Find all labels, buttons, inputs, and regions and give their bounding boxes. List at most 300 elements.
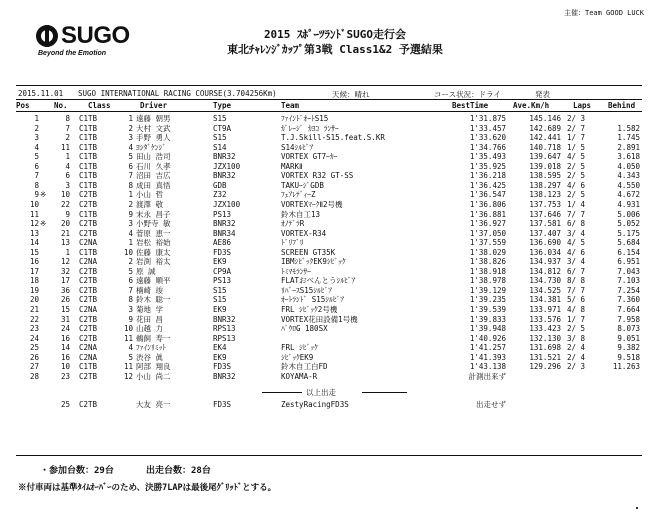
course-condition: コース状況：ドライ: [434, 90, 501, 99]
cell-num: 1: [128, 238, 133, 248]
cell-no: 26: [60, 295, 70, 305]
cell-team: SCREEN GT35K: [281, 247, 336, 257]
header-type: Type: [213, 101, 232, 110]
cell-best: 1'38.029: [469, 247, 506, 257]
cell-avg: 132.130: [529, 333, 561, 343]
cell-pos: 22: [29, 314, 39, 324]
cell-num: 9: [128, 314, 133, 324]
header-besttime: BestTime: [452, 101, 489, 110]
cell-no: 6: [65, 171, 70, 181]
cell-cls: C1TB: [79, 180, 98, 190]
cell-best: 1'38.826: [469, 257, 506, 267]
cell-driver: 渡澤 敬: [136, 199, 164, 209]
cell-pos: 11: [29, 209, 39, 219]
cell-laps: 6/ 8: [567, 219, 586, 229]
cell-cls: C2TB: [79, 266, 98, 276]
cell-cls: C2TB: [79, 285, 98, 295]
result-row: [16, 315, 642, 324]
cell-team: VORTEX花田設備1号機: [281, 314, 358, 324]
cell-cls: C2TB: [79, 324, 98, 334]
header-no: No.: [54, 101, 68, 110]
cell-best: 1'37.050: [469, 228, 506, 238]
cell-cls: C1TB: [79, 209, 98, 219]
result-row: [16, 133, 642, 142]
cell-best: 1'39.235: [469, 295, 506, 305]
cell-type: S14: [213, 142, 227, 152]
cell-behind: 4.050: [617, 161, 640, 171]
cell-type: S15: [213, 295, 227, 305]
cell-num: 4: [128, 142, 133, 152]
cell-no: 15: [60, 305, 70, 314]
cell-best: 1'33.457: [469, 123, 506, 133]
cell-pos: 3: [34, 133, 39, 143]
cell-type: CP9A: [213, 266, 232, 276]
cell-type: EK9: [213, 305, 227, 314]
cell-behind: 2.891: [617, 142, 640, 152]
result-row: [16, 152, 642, 161]
cell-laps: 1/ 4: [567, 199, 586, 209]
cell-no: 32: [60, 266, 70, 276]
cell-no: 7: [65, 123, 70, 133]
cell-avg: 133.971: [529, 305, 561, 314]
cell-team: ﾌｧｲﾝﾄﾞｵｰﾄS15: [281, 114, 329, 123]
cell-team: FRL ｼﾋﾞｯｸ: [281, 343, 318, 353]
cell-pos: 26: [29, 352, 39, 362]
cell-laps: 1/ 7: [567, 133, 586, 143]
result-row: [16, 162, 642, 171]
cell-team: ﾄﾞﾘﾌﾞﾘ: [281, 238, 304, 248]
cell-num: 6: [128, 161, 133, 171]
cell-laps: 4/ 5: [567, 238, 586, 248]
dns-type: FD3S: [213, 400, 232, 409]
starters-count: 出走台数：28台: [146, 466, 211, 476]
cell-laps: 2/ 5: [567, 171, 586, 181]
cell-best: 1'40.926: [469, 333, 506, 343]
cell-avg: 138.123: [529, 190, 561, 200]
cell-cls: C2TB: [79, 333, 98, 343]
cell-num: 8: [128, 295, 133, 305]
cell-pos: 12: [29, 219, 39, 229]
header-avg: Ave.Km/h: [513, 101, 550, 110]
cell-behind: 5.175: [617, 228, 640, 238]
event-date: 2015.11.01: [18, 89, 64, 98]
cell-pos: 21: [29, 305, 39, 314]
cell-type: FD3S: [213, 362, 232, 372]
cell-driver: 遠藤 朝男: [136, 114, 171, 123]
cell-cls: C2TB: [79, 295, 98, 305]
cell-pos: 8: [34, 180, 39, 190]
cell-no: 9: [65, 209, 70, 219]
cell-type: EK9: [213, 352, 227, 362]
cell-type: BNR32: [213, 171, 236, 181]
cell-driver: 小山 哲: [136, 190, 164, 200]
cell-team: ﾘﾊﾞｰｽS15ｼﾙﾋﾞｱ: [281, 285, 333, 295]
cell-num: 10: [123, 324, 133, 334]
cell-cls: C2TB: [79, 371, 98, 381]
cell-laps: 6/ 7: [567, 266, 586, 276]
cell-behind: 7.254: [617, 285, 640, 295]
cell-laps: 7/ 7: [567, 209, 586, 219]
cell-type: BNR32: [213, 152, 236, 162]
cell-laps: 2/ 5: [567, 324, 586, 334]
cell-laps: 8/ 8: [567, 276, 586, 286]
cell-avg: 136.690: [529, 238, 561, 248]
cell-mark: ※: [40, 190, 47, 200]
bottom-rule: [16, 455, 642, 456]
cell-driver: 大村 文武: [136, 123, 171, 133]
result-row: [16, 171, 642, 180]
cell-no: 8: [65, 114, 70, 123]
cell-no: 1: [65, 247, 70, 257]
cell-avg: 145.146: [529, 114, 561, 123]
entries-count: ・参加台数：29台: [40, 466, 114, 476]
cell-behind: 9.051: [617, 333, 640, 343]
sugo-logo-text: SUGO: [61, 22, 130, 49]
cell-driver: 鵜飼 寿一: [136, 333, 171, 343]
result-row: [16, 219, 642, 228]
cell-behind: 4.931: [617, 199, 640, 209]
cell-type: BNR32: [213, 314, 236, 324]
cell-num: 3: [128, 133, 133, 143]
cell-team: ｵﾉﾃﾞﾗR: [281, 219, 305, 229]
cell-cls: C2TB: [79, 219, 98, 229]
cell-laps: 4/ 6: [567, 180, 586, 190]
cell-num: 6: [128, 276, 133, 286]
cell-no: 14: [60, 343, 70, 353]
cell-team: ﾌｪｱﾚﾃﾞｨｰZ: [281, 190, 316, 200]
cell-type: BNR34: [213, 228, 236, 238]
cell-pos: 20: [29, 295, 39, 305]
cell-pos: 7: [34, 171, 39, 181]
cell-type: GDB: [213, 180, 227, 190]
result-row: [16, 229, 642, 238]
top-rule: [16, 85, 642, 86]
cell-driver: 田山 浩司: [136, 152, 171, 162]
result-row: [16, 295, 642, 304]
cell-laps: 1/ 7: [567, 314, 586, 324]
cell-team: ｵｰﾄﾗﾝﾄﾞ S15ｼﾙﾋﾞｱ: [281, 295, 345, 305]
cell-driver: 阿部 翔良: [136, 362, 171, 372]
cell-laps: 4/ 8: [567, 305, 586, 314]
cell-driver: 菊地 学: [136, 305, 164, 314]
cell-cls: C2NA: [79, 352, 98, 362]
cell-behind: 9.518: [617, 352, 640, 362]
cell-best: 1'41.393: [469, 352, 506, 362]
cell-laps: 4/ 6: [567, 247, 586, 257]
result-row: [16, 334, 642, 343]
cell-behind: 6.154: [617, 247, 640, 257]
sugo-logo: [36, 22, 156, 64]
cell-team: ｼﾋﾞｯｸEK9: [281, 352, 314, 362]
cell-cls: C1TB: [79, 152, 98, 162]
dns-no: 25: [60, 400, 70, 409]
cell-team: 鈴木自工白FD: [281, 362, 328, 372]
cell-driver: 菅原 恵一: [136, 228, 171, 238]
result-row: [16, 248, 642, 257]
cell-laps: 2/ 3: [567, 114, 586, 123]
cell-type: JZX100: [213, 161, 241, 171]
cell-no: 13: [60, 238, 70, 248]
cell-pos: 24: [29, 333, 39, 343]
cell-driver: 成田 真悟: [136, 180, 171, 190]
result-row: [16, 200, 642, 209]
cell-cls: C2TB: [79, 276, 98, 286]
cell-avg: 131.698: [529, 343, 561, 353]
cell-no: 2: [65, 133, 70, 143]
cell-cls: C2TB: [79, 314, 98, 324]
cell-behind: 6.951: [617, 257, 640, 267]
cell-pos: 27: [29, 362, 39, 372]
result-row: [16, 372, 642, 381]
cell-num: 7: [128, 285, 133, 295]
cell-driver: 沼田 吉広: [136, 171, 171, 181]
cell-team: ﾊﾟｳﾛG 180SX: [281, 324, 328, 334]
cell-behind: 8.073: [617, 324, 640, 334]
cell-type: S15: [213, 114, 227, 123]
announced-label: 発表: [535, 90, 550, 99]
cell-num: 5: [128, 352, 133, 362]
cell-laps: 2/ 4: [567, 352, 586, 362]
cell-laps: 3/ 4: [567, 228, 586, 238]
cell-best: 1'35.925: [469, 161, 506, 171]
header-laps: Laps: [573, 101, 592, 110]
cell-avg: 134.812: [529, 266, 561, 276]
cell-cls: C2NA: [79, 238, 98, 248]
cell-best: 1'39.539: [469, 305, 506, 314]
cell-no: 16: [60, 352, 70, 362]
cell-team: VORTEX-R34: [281, 228, 327, 238]
result-row: [16, 362, 642, 371]
cell-laps: 3/ 8: [567, 333, 586, 343]
cell-best: 1'35.493: [469, 152, 506, 162]
cell-driver: 岩松 裕始: [136, 238, 171, 248]
cell-avg: 131.521: [529, 352, 561, 362]
cell-cls: C1TB: [79, 133, 98, 143]
result-row: [16, 267, 642, 276]
cell-best: 1'36.547: [469, 190, 506, 200]
cell-driver: 遠藤 順平: [136, 276, 171, 286]
cell-pos: 19: [29, 285, 39, 295]
cell-pos: 18: [29, 276, 39, 286]
cell-laps: 5/ 6: [567, 295, 586, 305]
cell-no: 1: [65, 152, 70, 162]
cell-pos: 10: [29, 199, 39, 209]
cell-team: ｶﾞﾚｰｼﾞ ｶﾖｺ ﾗﾝｻｰ: [281, 123, 339, 133]
cell-team: VORTEX R32 GT-SS: [281, 171, 354, 181]
cell-num: 3: [128, 219, 133, 229]
cell-behind: 7.103: [617, 276, 640, 286]
cell-pos: 4: [34, 142, 39, 152]
cell-best: 1'38.918: [469, 266, 506, 276]
result-row: [16, 181, 642, 190]
cell-num: 1: [128, 114, 133, 123]
cell-laps: 2/ 4: [567, 343, 586, 353]
cell-num: 11: [123, 362, 133, 372]
cell-type: BNR32: [213, 219, 236, 229]
cell-team: FRL ｼﾋﾞｯｸ2号機: [281, 305, 338, 314]
header-driver: Driver: [140, 101, 168, 110]
result-row: [16, 343, 642, 352]
cell-no: 10: [60, 362, 70, 372]
cell-no: 20: [60, 219, 70, 229]
cell-no: 22: [60, 199, 70, 209]
cell-cls: C2NA: [79, 257, 98, 267]
sugo-logo-tagline: Beyond the Emotion: [38, 50, 107, 57]
cell-num: 8: [128, 180, 133, 190]
cell-cls: C2NA: [79, 343, 98, 353]
cell-pos: 15: [29, 247, 39, 257]
cell-pos: 23: [29, 324, 39, 334]
dns-row: [16, 400, 642, 409]
cell-pos: 6: [34, 161, 39, 171]
cell-team: TAKUｰｼﾞGDB: [281, 180, 324, 190]
cell-avg: 134.381: [529, 295, 561, 305]
header-behind: Behind: [608, 101, 636, 110]
cell-no: 3: [65, 180, 70, 190]
cell-no: 24: [60, 324, 70, 334]
event-title: 2015 ｽﾎﾟｰﾂﾗﾝﾄﾞSUGO走行会: [263, 28, 407, 41]
cell-avg: 133.576: [529, 314, 561, 324]
cell-type: Z32: [213, 190, 227, 200]
cell-no: 11: [60, 142, 70, 152]
cell-behind: 9.382: [617, 343, 640, 353]
cell-num: 2: [128, 257, 133, 267]
cell-pos: 1: [34, 114, 39, 123]
cell-num: 9: [128, 209, 133, 219]
cell-type: PS13: [213, 209, 232, 219]
cell-driver: 原 誠: [136, 266, 156, 276]
cell-no: 23: [60, 371, 70, 381]
cell-num: 10: [123, 247, 133, 257]
cell-type: PS13: [213, 276, 232, 286]
cell-behind: 1.582: [617, 123, 640, 133]
cell-cls: C1TB: [79, 161, 98, 171]
result-row: [16, 286, 642, 295]
results-header: [16, 101, 642, 110]
cell-cls: C1TB: [79, 171, 98, 181]
event-subtitle: 東北ﾁｬﾚﾝｼﾞｶｯﾌﾟ第3戦 Class1&2 予選結果: [227, 43, 443, 56]
cell-num: 4: [128, 228, 133, 238]
cell-pos: 25: [29, 343, 39, 353]
cell-num: 2: [128, 199, 133, 209]
cell-best: 1'36.927: [469, 219, 506, 229]
cell-behind: 11.263: [612, 362, 640, 372]
result-row: [16, 257, 642, 266]
cell-cls: C1TB: [79, 362, 98, 372]
cell-num: 12: [123, 371, 133, 381]
cell-driver: 石川 久孝: [136, 161, 171, 171]
cell-driver: 末永 昌子: [136, 209, 171, 219]
cell-behind: 7.043: [617, 266, 640, 276]
started-separator: [16, 388, 642, 397]
cell-num: 2: [128, 123, 133, 133]
dns-class: C2TB: [79, 400, 98, 409]
cell-driver: 佐藤 康太: [136, 247, 171, 257]
cell-laps: 4/ 5: [567, 152, 586, 162]
cell-no: 36: [60, 285, 70, 295]
cell-best: 1'33.620: [469, 133, 506, 143]
cell-num: 11: [123, 333, 133, 343]
cell-type: JZX100: [213, 199, 241, 209]
cell-laps: 2/ 5: [567, 190, 586, 200]
cell-no: 17: [60, 276, 70, 286]
cell-pos: 14: [29, 238, 39, 248]
cell-driver: 小野寺 敏: [136, 219, 171, 229]
result-row: [16, 324, 642, 333]
cell-team: FLATおべんとうｼﾙﾋﾞｱ: [281, 276, 356, 286]
header-rule: [16, 111, 642, 112]
cell-no: 10: [60, 190, 70, 200]
cell-avg: 137.646: [529, 209, 561, 219]
cell-no: 31: [60, 314, 70, 324]
result-row: [16, 238, 642, 247]
cell-avg: 142.689: [529, 123, 561, 133]
cell-team: VORTEX GT7ｰｶｰ: [281, 152, 338, 162]
result-row: [16, 305, 642, 314]
organizer-text: 主催：Team GOOD LUCK: [563, 9, 644, 17]
cell-team: IBMｼﾋﾞｯｸEK9ｼﾋﾞｯｸ: [281, 257, 346, 267]
cell-behind: 5.006: [617, 209, 640, 219]
cell-avg: 134.525: [529, 285, 561, 295]
cell-laps: 3/ 4: [567, 257, 586, 267]
cell-behind: 4.343: [617, 171, 640, 181]
cell-laps: 2/ 5: [567, 161, 586, 171]
cell-num: 5: [128, 266, 133, 276]
cell-driver: ﾌｧｲﾝﾘﾐｯﾄ: [136, 343, 166, 353]
weather: 天候：晴れ: [332, 90, 370, 99]
cell-cls: C1TB: [79, 247, 98, 257]
cell-no: 16: [60, 333, 70, 343]
result-row: [16, 210, 642, 219]
cell-num: 1: [128, 190, 133, 200]
cell-pos: 5: [34, 152, 39, 162]
cell-pos: 28: [29, 371, 39, 381]
cell-behind: 7.664: [617, 305, 640, 314]
cell-laps: 2/ 7: [567, 123, 586, 133]
result-row: [16, 143, 642, 152]
cell-best: 1'36.881: [469, 209, 506, 219]
cell-best: 1'38.978: [469, 276, 506, 286]
cell-driver: 手野 勇人: [136, 133, 171, 143]
cell-best: 1'31.875: [469, 114, 506, 123]
cell-behind: 4.672: [617, 190, 640, 200]
cell-driver: 渋谷 眞: [136, 352, 164, 362]
result-row: [16, 114, 642, 123]
result-row: [16, 276, 642, 285]
cell-best: 1'39.948: [469, 324, 506, 334]
cell-type: FD3S: [213, 247, 232, 257]
cell-num: 7: [128, 171, 133, 181]
cell-behind: 5.052: [617, 219, 640, 229]
cell-team: T.J.Skill-S15.feat.S.KR: [281, 133, 385, 143]
cell-best: 1'36.425: [469, 180, 506, 190]
cell-pos: 17: [29, 266, 39, 276]
dns-driver: 大友 亮一: [136, 400, 171, 409]
cell-driver: ﾖｼﾀﾞｹﾝｼﾞ: [136, 142, 166, 152]
cell-no: 21: [60, 228, 70, 238]
cell-avg: 134.730: [529, 276, 561, 286]
dns-status: 出走せず: [476, 400, 506, 409]
cell-avg: 137.407: [529, 228, 561, 238]
cell-avg: 129.296: [529, 362, 561, 372]
cell-avg: 139.018: [529, 161, 561, 171]
cell-type: EK4: [213, 343, 227, 353]
cell-type: RPS13: [213, 333, 236, 343]
cell-team: KOYAMA-R: [281, 371, 318, 381]
cell-best: 1'36.806: [469, 199, 506, 209]
cell-behind: 5.684: [617, 238, 640, 248]
header-pos: Pos: [16, 101, 30, 110]
